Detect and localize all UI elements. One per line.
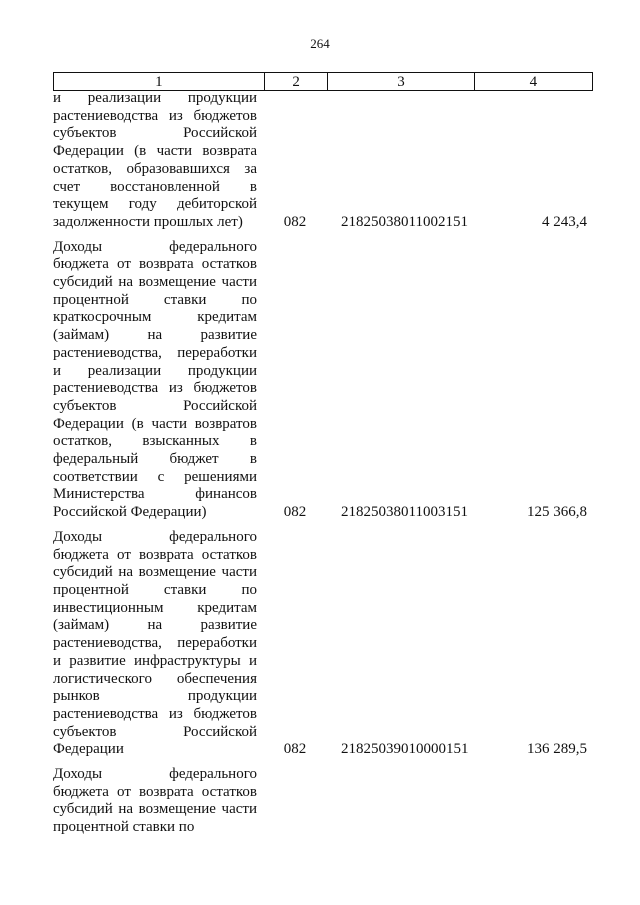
row-description xyxy=(53,239,257,522)
description-line: растениеводства из бюджетов xyxy=(53,380,257,397)
description-line: процентной ставки по xyxy=(53,581,257,598)
description-line: субъектов Российской xyxy=(53,125,257,142)
description-line: инвестиционным кредитам xyxy=(53,599,257,616)
description-line: растениеводства из бюджетов xyxy=(53,107,257,124)
description-line: счет восстановленной в xyxy=(53,178,257,195)
description-line: краткосрочным кредитам xyxy=(53,309,257,326)
description-line: Федерации xyxy=(53,741,124,758)
description-line: Доходы федерального xyxy=(53,238,257,255)
row-amount: 4 243,4 xyxy=(542,213,587,230)
description-line: субсидий на возмещение части xyxy=(53,274,257,291)
row-code: 082 xyxy=(283,504,307,521)
description-line: растениеводства, переработки xyxy=(53,344,257,361)
description-line: растениеводства из бюджетов xyxy=(53,705,257,722)
description-line: субсидий на возмещение части xyxy=(53,564,257,581)
description-line: Министерства финансов xyxy=(53,486,257,503)
description-line: и реализации продукции xyxy=(53,362,257,379)
row-description xyxy=(53,529,257,759)
page-number: 264 xyxy=(310,36,330,51)
row-amount: 125 366,8 xyxy=(527,504,587,521)
row-code: 082 xyxy=(283,741,307,758)
description-line: бюджета от возврата остатков xyxy=(53,546,257,563)
table-row xyxy=(53,766,593,837)
description-line: бюджета от возврата остатков xyxy=(53,256,257,273)
description-line: Доходы федерального xyxy=(53,766,257,783)
description-line: бюджета от возврата остатков xyxy=(53,783,257,800)
row-code: 082 xyxy=(283,213,307,230)
row-amount: 136 289,5 xyxy=(527,741,587,758)
row-description xyxy=(53,90,257,232)
description-line: Доходы федерального xyxy=(53,528,257,545)
description-line: остатков, образовавшихся за xyxy=(53,160,257,177)
description-line: (займам) на развитие xyxy=(53,327,257,344)
row-kbk: 21825038011002151 xyxy=(341,213,468,230)
description-line: логистического обеспечения xyxy=(53,670,257,687)
description-line: Федерации (в части возвратов xyxy=(53,415,257,432)
column-header-4: 4 xyxy=(474,73,592,91)
table-row xyxy=(53,90,593,232)
description-line: (займам) на развитие xyxy=(53,617,257,634)
column-header-3: 3 xyxy=(328,73,474,91)
column-header-2: 2 xyxy=(264,73,328,91)
row-kbk: 21825038011003151 xyxy=(341,504,468,521)
description-line: субсидий на возмещение части xyxy=(53,801,257,818)
description-line: федеральный бюджет в xyxy=(53,451,257,468)
description-line: Российской Федерации) xyxy=(53,504,207,521)
row-description xyxy=(53,766,257,837)
description-line: субъектов Российской xyxy=(53,397,257,414)
description-line: процентной ставки по xyxy=(53,819,195,836)
description-line: субъектов Российской xyxy=(53,723,257,740)
table-body xyxy=(53,90,593,844)
description-line: процентной ставки по xyxy=(53,291,257,308)
description-line: и реализации продукции xyxy=(53,90,257,106)
description-line: остатков, взысканных в xyxy=(53,433,257,450)
table-header xyxy=(53,72,593,91)
table-row xyxy=(53,239,593,522)
column-header-1: 1 xyxy=(54,73,265,91)
table-row xyxy=(53,529,593,759)
description-line: соответствии с решениями xyxy=(53,468,257,485)
table-header-row xyxy=(54,73,593,91)
row-kbk: 21825039010000151 xyxy=(341,741,469,758)
description-line: рынков продукции xyxy=(53,688,257,705)
description-line: Федерации (в части возврата xyxy=(53,143,257,160)
description-line: растениеводства, переработки xyxy=(53,635,257,652)
description-line: текущем году дебиторской xyxy=(53,196,257,213)
description-line: и развитие инфраструктуры и xyxy=(53,652,257,669)
description-line: задолженности прошлых лет) xyxy=(53,213,243,230)
